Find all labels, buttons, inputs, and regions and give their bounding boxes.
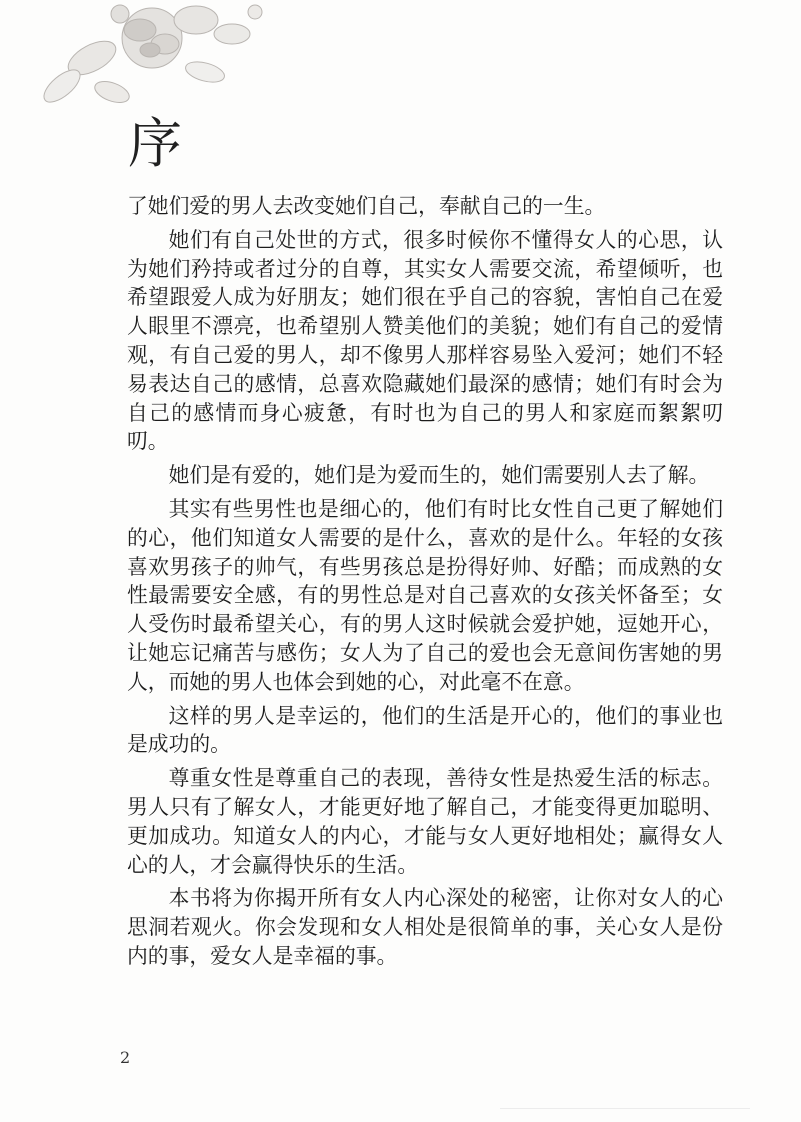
- paragraph: 其实有些男性也是细心的，他们有时比女性自己更了解她们的心，他们知道女人需要的是什么，喜欢的是什么。年轻的女孩喜欢男孩子的帅气，有些男孩总是扮得好帅、好酷；而成熟的女性最需要安全感，有的男性总是对自己喜欢的女孩关怀备至；女人受伤时最希望关心，有的男人这时候就会爱护她，逗她开心，让她忘记痛苦与感伤；女人为了自己的爱也会无意间伤害她的男人，而她的男人也体会到她的心，对此毫不在意。: [127, 496, 723, 694]
- paragraph: 尊重女性是尊重自己的表现，善待女性是热爱生活的标志。男人只有了解女人，才能更好地了解自己，才能变得更加聪明、更加成功。知道女人的内心，才能与女人更好地相处；赢得女人心的人，才会赢得快乐的生活。: [127, 766, 723, 877]
- paragraph: 本书将为你揭开所有女人内心深处的秘密，让你对女人的心思洞若观火。你会发现和女人相处是很简单的事，关心女人是份内的事，爱女人是幸福的事。: [127, 886, 723, 968]
- paragraph: 她们是有爱的，她们是为爱而生的，她们需要别人去了解。: [168, 463, 710, 488]
- paragraph: 了她们爱的男人去改变她们自己，奉献自己的一生。: [127, 194, 606, 218]
- paragraph: 她们有自己处世的方式，很多时候你不懂得女人的心思，认为她们矜持或者过分的自尊，其实女人需要交流，希望倾听，也希望跟爱人成为好朋友；她们很在乎自己的容貌，害怕自己在爱人眼里不漂亮，也希望别人赞美他们的美貌；她们有自己的爱情观，有自己爱的男人，却不像男人那样容易坠入爱河；她们不轻易表达自己的感情，总喜欢隐藏她们最深的感情；她们有时会为自己的感情而身心疲惫，有时也为自己的男人和家庭而絮絮叨叨。: [127, 227, 723, 454]
- body-text: [127, 192, 723, 976]
- page-number: 2: [120, 1048, 131, 1067]
- paragraph: 这样的男人是幸运的，他们的生活是开心的，他们的事业也是成功的。: [127, 703, 723, 757]
- page-title: 序: [128, 112, 184, 175]
- footer-divider: [500, 1108, 750, 1109]
